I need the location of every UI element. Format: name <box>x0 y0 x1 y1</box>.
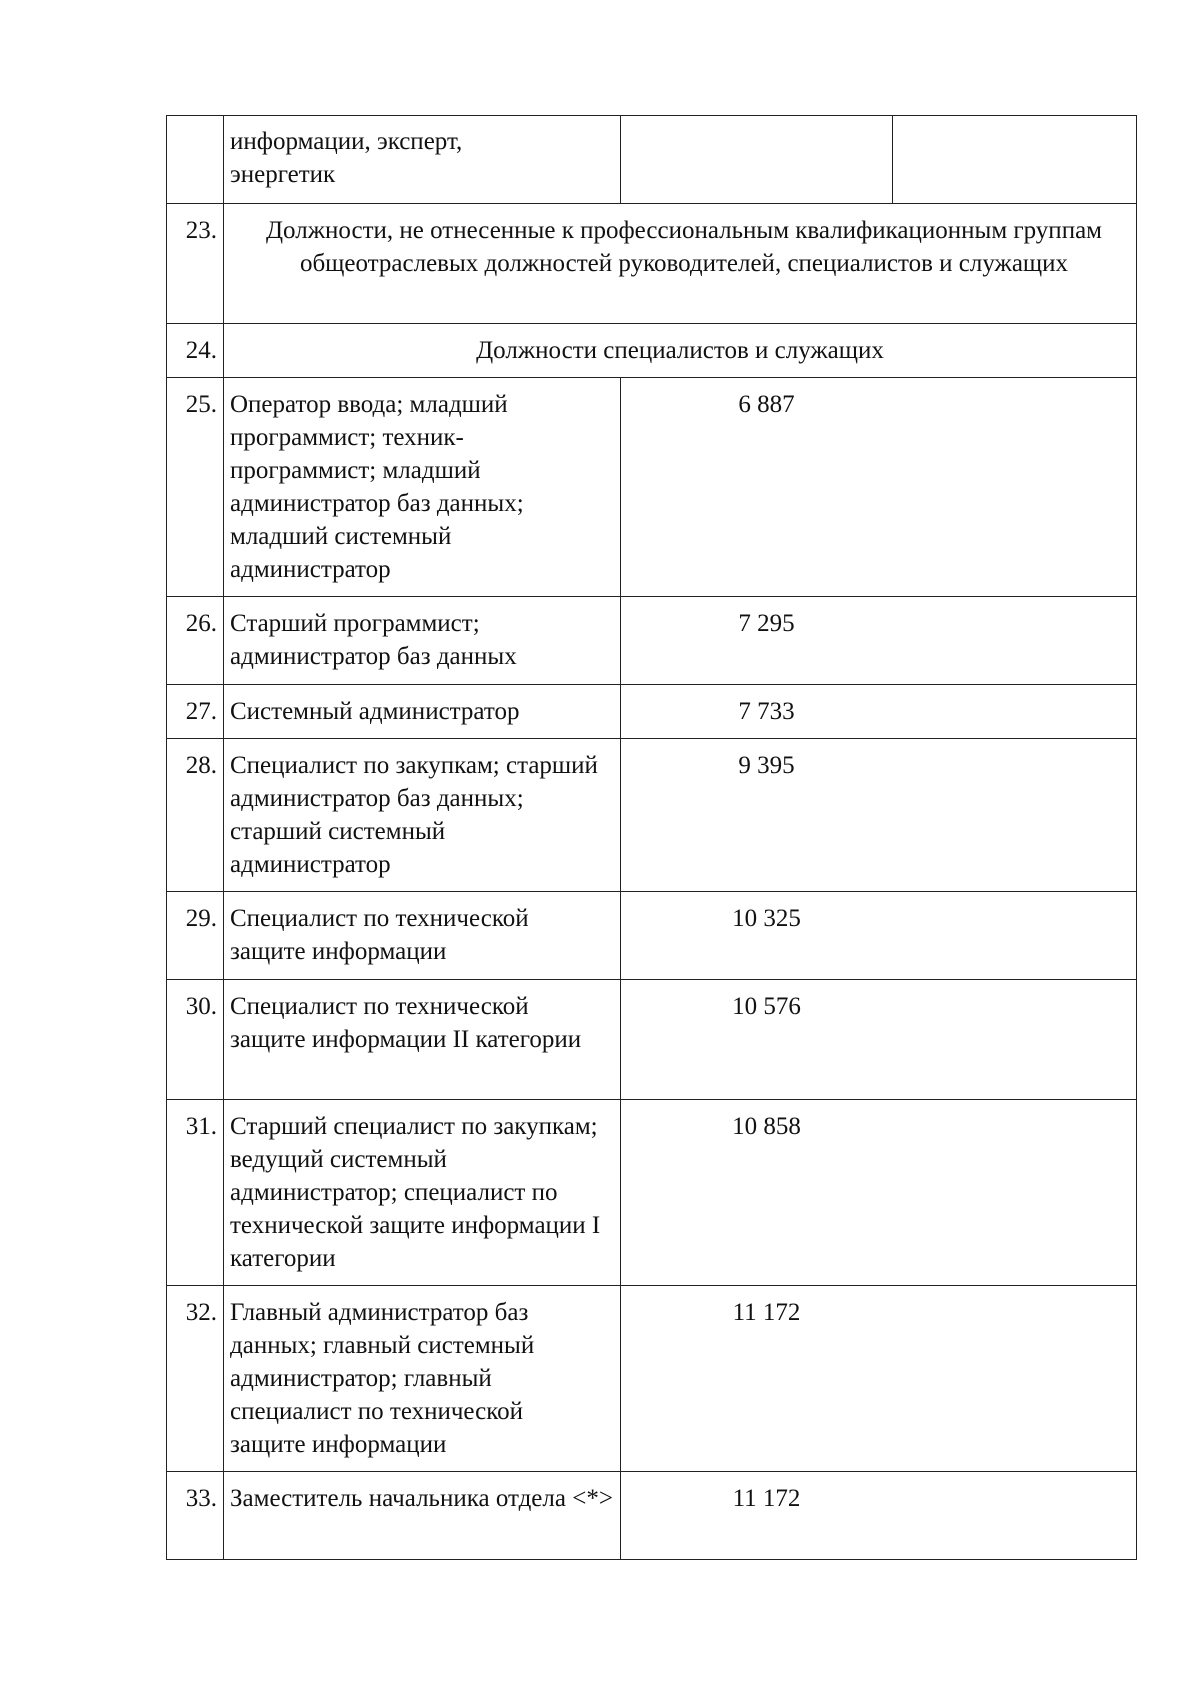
table-row <box>167 1472 1137 1560</box>
row-number-cell: 28. <box>167 739 224 892</box>
salary-value-cell: 11 172 <box>621 1286 1137 1472</box>
salary-value-cell: 7 295 <box>621 597 1137 685</box>
position-name-cell: Заместитель начальника отдела <*> <box>224 1472 621 1560</box>
position-name-cell: Оператор ввода; младший программист; техник-программист; младший администратор баз данных; младший системный администратор <box>224 378 621 597</box>
section-title-cell: Должности, не отнесенные к профессиональным квалификационным группам общеотраслевых должностей руководителей, специалистов и служащих <box>224 204 1137 324</box>
section-header-row <box>167 324 1137 378</box>
empty-value-cell <box>621 116 893 204</box>
position-name-cell: Специалист по закупкам; старший администратор баз данных; старший системный администратор <box>224 739 621 892</box>
row-number-cell: 24. <box>167 324 224 378</box>
row-number-cell: 30. <box>167 980 224 1100</box>
salary-value-cell: 7 733 <box>621 685 1137 739</box>
position-name-cell: Главный администратор баз данных; главный системный администратор; главный специалист по технической защите информации <box>224 1286 621 1472</box>
table-row <box>167 892 1137 980</box>
position-name-cell: Специалист по технической защите информации <box>224 892 621 980</box>
position-name-cell: Специалист по технической защите информации II категории <box>224 980 621 1100</box>
position-name-cell: информации, эксперт, энергетик <box>224 116 621 204</box>
row-number-cell: 26. <box>167 597 224 685</box>
table-row <box>167 378 1137 597</box>
salary-value-cell: 10 576 <box>621 980 1137 1100</box>
section-header-row <box>167 204 1137 324</box>
section-title-cell: Должности специалистов и служащих <box>224 324 1137 378</box>
salary-value-cell: 11 172 <box>621 1472 1137 1560</box>
position-name-cell: Старший специалист по закупкам; ведущий системный администратор; специалист по технической защите информации I категории <box>224 1100 621 1286</box>
row-number-cell: 31. <box>167 1100 224 1286</box>
row-number-cell: 29. <box>167 892 224 980</box>
table-row <box>167 685 1137 739</box>
salary-value-cell: 9 395 <box>621 739 1137 892</box>
table-row <box>167 980 1137 1100</box>
table-row-continuation <box>167 116 1137 204</box>
row-number-cell: 25. <box>167 378 224 597</box>
salary-value-cell: 10 858 <box>621 1100 1137 1286</box>
row-number-cell: 33. <box>167 1472 224 1560</box>
empty-extra-cell <box>893 116 1137 204</box>
salary-value-cell: 6 887 <box>621 378 1137 597</box>
table-row <box>167 739 1137 892</box>
position-name-cell: Системный администратор <box>224 685 621 739</box>
table-row <box>167 1100 1137 1286</box>
table-row <box>167 1286 1137 1472</box>
row-number-cell: 32. <box>167 1286 224 1472</box>
salary-table <box>166 115 1137 1560</box>
row-number-cell: 27. <box>167 685 224 739</box>
salary-value-cell: 10 325 <box>621 892 1137 980</box>
table-row <box>167 597 1137 685</box>
row-number-cell: 23. <box>167 204 224 324</box>
position-name-cell: Старший программист; администратор баз данных <box>224 597 621 685</box>
row-number-cell <box>167 116 224 204</box>
